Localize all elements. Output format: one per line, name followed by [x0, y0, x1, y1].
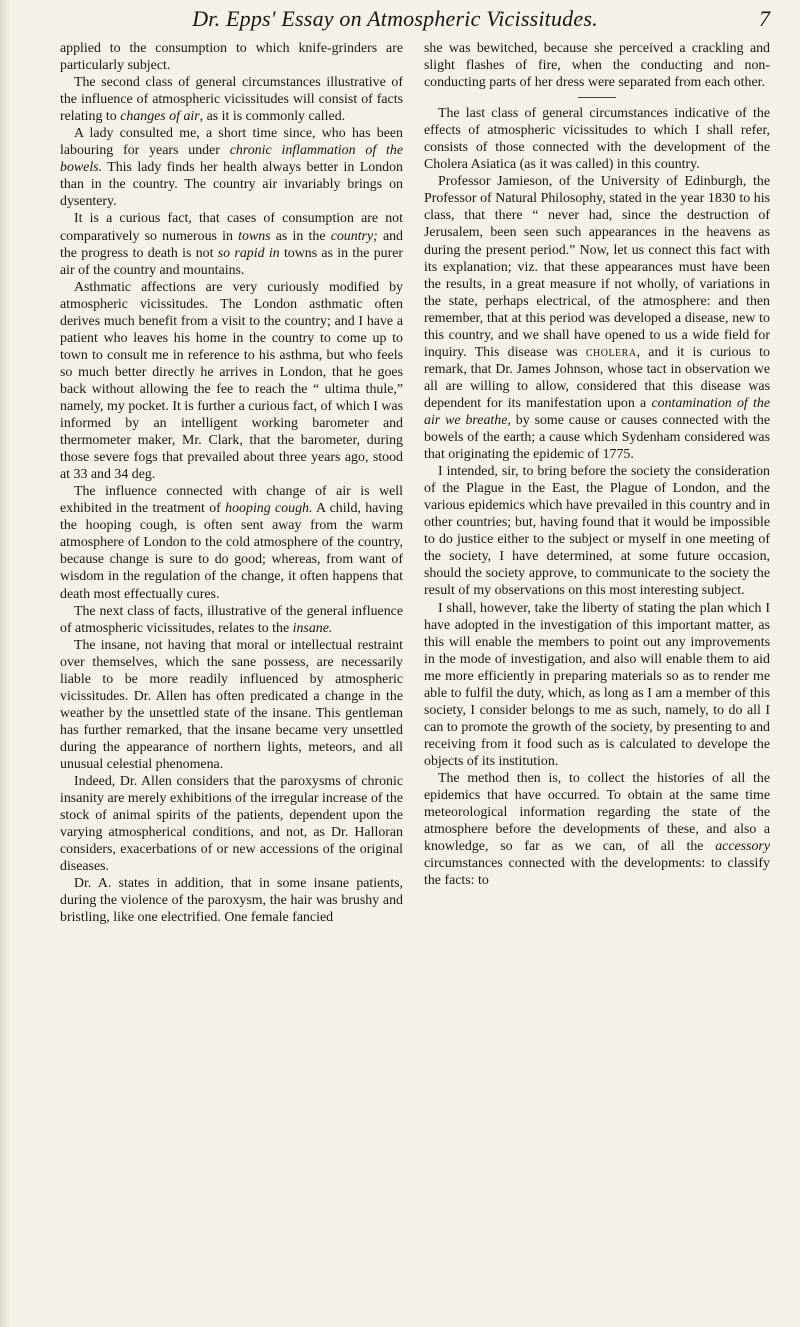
page-number: 7 — [759, 6, 770, 31]
paragraph: Indeed, Dr. Allen considers that the paroxysms of chronic insanity are merely exhibitions of the irregular increase of the stock of animal spirits of the patients, dependent upon the varying atmospherical conditions, and not, as Dr. Halloran considers, exacerbations of or new accessions of the original diseases. — [60, 774, 403, 875]
paragraph: Asthmatic affections are very curiously modified by atmospheric vicissitudes. The London asthmatic often derives much benefit from a visit to the country; and I have a patient who leaves his home in the country to come up to town to consult me in reference to his asthma, but who feels so much better directly he arrives in London, that he goes back without allowing the fee to reach the “ ultima thule,” namely, my pocket. It is further a curious fact, of which I was informed by an intelligent working barometer and thermometer maker, Mr. Clark, that the barometer, during those severe fogs that prevailed about three years ago, stood at 33 and 34 deg. — [60, 279, 403, 483]
section-divider — [578, 97, 616, 98]
page-gutter-shadow — [0, 0, 10, 1327]
right-column — [424, 40, 770, 889]
paragraph: Dr. A. states in addition, that in some insane patients, during the violence of the paroxysm, the hair was brushy and bristling, like one electrified. One female fancied — [60, 876, 403, 926]
paragraph: The second class of general circumstances illustrative of the influence of atmospheric vicissitudes will consist of facts relating to changes of air, as it is commonly called. — [60, 75, 403, 125]
paragraph: The influence connected with change of air is well exhibited in the treatment of hooping cough. A child, having the hooping cough, is often sent away from the warm atmosphere of London to the cold atmosphere of the country, because change is sure to do good; whereas, from want of wisdom in the regulation of the change, it often happens that death most effectually cures. — [60, 484, 403, 602]
paragraph: she was bewitched, because she perceived a crackling and slight flashes of fire, when the conducting and non-conducting parts of her dress were separated from each other. — [424, 41, 770, 91]
paragraph: The method then is, to collect the histories of all the epidemics that have occurred. To obtain at the same time meteorological information regarding the state of the atmosphere before the developments of these, and also a knowledge, so far as we can, of all the accessory circumstances connected with the developments: to classify the facts: to — [424, 770, 770, 889]
paragraph: I shall, however, take the liberty of stating the plan which I have adopted in the investigation of this important matter, as this will enable the members to point out any improvements in the mode of investigation, and also will enable them to aid me more efficiently in preparing materials so as to render me able to fulfil the duty, which, as long as I am a member of this society, I consider belongs to me as such, namely, to do all I can to promote the growth of the society, by presenting to and receiving from it food such as is calculated to develope the objects of its institution. — [424, 600, 770, 769]
paragraph: The last class of general circumstances indicative of the effects of atmospheric vicissitudes to which I shall refer, consists of those connected with the development of the Cholera Asiatica (as it was called) in this country. — [424, 106, 770, 173]
paragraph: The next class of facts, illustrative of the general influence of atmospheric vicissitudes, relates to the insane. — [60, 603, 403, 636]
running-head: Dr. Epps' Essay on Atmospheric Vicissitudes. — [192, 6, 598, 31]
paragraph: applied to the consumption to which knife-grinders are particularly subject. — [60, 41, 403, 74]
page-header — [60, 6, 770, 34]
paragraph: The insane, not having that moral or intellectual restraint over themselves, which the sane possess, are necessarily liable to be more readily influenced by atmospheric vicissitudes. Dr. Allen has often predicated a change in the weather by the unsettled state of the insane. This gentleman has further remarked, that the insane became very unsettled during the appearance of northern lights, meteors, and all unusual celestial phenomena. — [60, 637, 403, 772]
paragraph: Professor Jamieson, of the University of Edinburgh, the Professor of Natural Philosophy, stated in the year 1830 to his class, that there “ never had, since the destruction of Jerusalem, been seen such appearances in the heavens as during the present period.” Now, let us connect this fact with its explanation; viz. that these appearances must have been the results, in a great measure if not wholly, of variations in the state, perhaps electrical, of the atmosphere: and then remember, that at this period was developed a disease, new to this country, and we shall have opened to us a wide field for inquiry. This disease was cholera, and it is curious to remark, that Dr. James Johnson, whose tact in observation we all are willing to allow, considered that this disease was dependent for its manifestation upon a contamination of the air we breathe, by some cause or causes connected with the bowels of the earth; a cause which Sydenham considered was that originating the epidemic of 1775. — [424, 174, 770, 463]
left-column — [60, 40, 403, 926]
paragraph: A lady consulted me, a short time since, who has been labouring for years under chronic inflammation of the bowels. This lady finds her health always better in London than in the country. The country air invariably brings on dysentery. — [60, 126, 403, 210]
paragraph: I intended, sir, to bring before the society the consideration of the Plague in the East, the Plague of London, and the various epidemics which have prevailed in this country and in other countries; but, having found that it would be impossible to do justice either to the subject or myself in one meeting of the society, I have determined, at some future occasion, should the society approve, to communicate to the society the result of my observations on this most interesting subject. — [424, 464, 770, 599]
paragraph: It is a curious fact, that cases of consumption are not comparatively so numerous in towns as in the country; and the progress to death is not so rapid in towns as in the purer air of the country and mountains. — [60, 211, 404, 278]
